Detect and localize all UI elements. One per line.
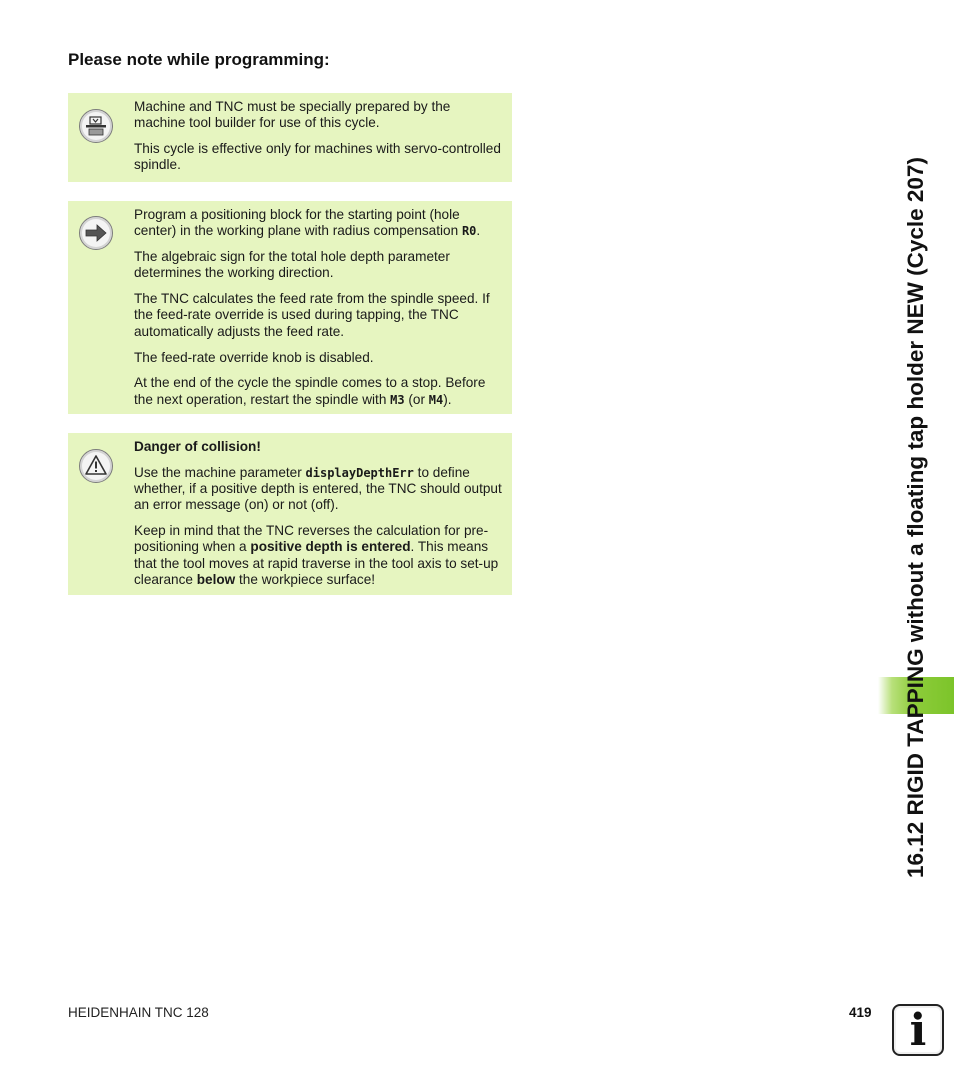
footer-product-name: HEIDENHAIN TNC 128: [68, 1005, 209, 1020]
warning-text-parameter-a: Use the machine parameter: [134, 464, 306, 480]
warning-emphasis-below: below: [196, 572, 236, 588]
code-displaydeptherr: displayDepthErr: [305, 465, 414, 480]
tip-text-spindle-c: ).: [443, 391, 452, 407]
machine-info-icon: [79, 109, 113, 143]
machine-note-box: [68, 93, 512, 182]
tip-text-override: The feed-rate override knob is disabled.: [134, 349, 374, 365]
page-number: 419: [849, 1005, 872, 1020]
arrow-right-icon: [79, 216, 113, 250]
warning-title: Danger of collision!: [134, 439, 261, 454]
machine-note-text-1: Machine and TNC must be specially prepared by the machine tool builder for use of this cycle.: [134, 99, 451, 131]
tip-text-positioning-a: Program a positioning block for the starting point (hole center) in the working plane with radius compensation: [134, 207, 462, 239]
warning-note-box: [68, 433, 512, 595]
warning-text-parameter: [134, 465, 502, 514]
tip-text-sign: The algebraic sign for the total hole depth parameter determines the working direction.: [134, 249, 450, 281]
code-m4: M4: [428, 392, 444, 407]
warning-emphasis-positive-depth: positive depth is entered: [250, 539, 411, 555]
warning-text-parameter-b: to define whether, if a positive depth is entered, the TNC should output an error message (on) or not (off).: [134, 464, 502, 513]
code-m3: M3: [390, 392, 405, 407]
warning-text-reverse-c: the workpiece surface!: [235, 572, 376, 588]
tip-text-feed-rate: The TNC calculates the feed rate from the spindle speed. If the feed-rate override is used during tapping, the TNC automatically adjusts the feed rate.: [134, 291, 490, 339]
warning-text-reverse-a: Keep in mind that the TNC reverses the calculation for pre-positioning when a: [134, 523, 489, 555]
tip-text-spindle-a: At the end of the cycle the spindle comes to a stop. Before the next operation, restart the spindle with: [134, 375, 486, 407]
tip-text-positioning: [134, 207, 502, 240]
tip-note-box: [68, 201, 512, 414]
info-icon[interactable]: [892, 1004, 944, 1056]
tip-text-positioning-b: .: [476, 223, 481, 239]
info-glyph: i: [909, 1005, 927, 1056]
machine-note-text-2: This cycle is effective only for machines with servo-controlled spindle.: [134, 141, 501, 173]
warning-text-reverse: [134, 523, 502, 588]
chapter-side-title: 16.12 RIGID TAPPING without a floating tap holder NEW (Cycle 207): [903, 157, 928, 878]
code-r0: R0: [461, 224, 477, 239]
tip-text-spindle-stop: [134, 375, 502, 408]
chapter-side-tab: [878, 0, 954, 1091]
warning-text-reverse-b: . This means that the tool moves at rapid traverse in the tool axis to set-up clearance: [134, 539, 499, 588]
warning-triangle-icon: [79, 449, 113, 483]
section-heading: Please note while programming:: [68, 50, 330, 69]
tip-text-spindle-b: (or: [404, 391, 429, 407]
